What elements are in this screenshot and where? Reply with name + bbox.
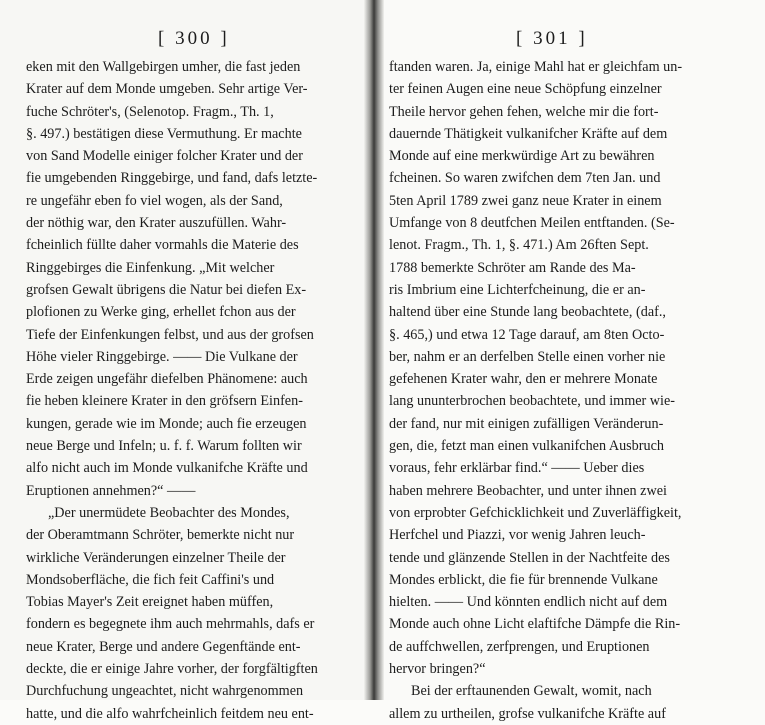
text-line: fie umgebenden Ringgebirge, und fand, dafs letzte- [26,170,318,187]
text-line: plofionen zu Werke ging, erhellet fchon aus der [26,304,296,321]
text-line: 5ten April 1789 zwei ganz neue Krater in einem [389,192,662,209]
text-line: haben mehrere Beobachter, und unter ihnen zwei [389,482,667,499]
text-line: §. 465,) und etwa 12 Tage darauf, am 8ten Octo- [389,326,665,343]
text-line: Tobias Mayer's Zeit ereignet haben müffen, [26,594,274,611]
page-number: [ 301 ] [516,28,588,49]
text-line: Monde auf eine merkwürdige Art zu bewähren [389,148,655,165]
text-line: von erprobter Gefchicklichkeit und Zuverläffigkeit, [389,504,682,521]
text-line: voraus, fehr erklärbar find.“ —— Ueber dies [389,460,645,477]
text-line: Höhe vieler Ringgebirge. —— Die Vulkane der [26,348,298,365]
text-line: fuche Schröter's, (Selenotop. Fragm., Th. 1, [26,103,274,120]
text-line: Mondes erblickt, die fie für brennende Vulkane [389,571,658,588]
text-line: hervor bringen?“ [389,661,486,678]
text-line: von Sand Modelle einiger folcher Krater und der [26,148,303,165]
text-line: de auffchwellen, zerfprengen, und Eruptionen [389,638,650,655]
text-line: Bei der erftaunenden Gewalt, womit, nach [411,683,652,700]
text-block [26,56,360,725]
text-line: neue Krater, Berge und andere Gegenftände ent- [26,638,301,655]
text-line: fcheinlich füllte daher vormahls die Materie des [26,237,299,254]
text-line: neue Berge und Infeln; u. f. f. Warum follten wir [26,438,302,455]
page-number: [ 300 ] [158,28,230,49]
text-line: hatte, und die alfo wahrfcheinlich feitdem neu ent- [26,705,314,722]
right-page [384,0,765,722]
text-line: kungen, gerade wie im Monde; auch fie erzeugen [26,415,307,432]
text-line: Erde zeigen ungefähr diefelben Phänomene: auch [26,371,308,388]
text-line: Umfange von 8 deutfchen Meilen entftanden. (Se- [389,215,675,232]
text-line: fie heben kleinere Krater in den gröfsern Einfen- [26,393,303,410]
text-line: „Der unermüdete Beobachter des Mondes, [48,504,290,521]
text-line: der Oberamtmann Schröter, bemerkte nicht nur [26,527,295,544]
text-line: re ungefähr eben fo viel wogen, als der Sand, [26,192,283,209]
text-line: ris Imbrium eine Lichterfcheinung, die er an- [389,281,646,298]
book-gutter [364,0,384,700]
text-line: grofsen Gewalt übrigens die Natur bei diefen Ex- [26,281,307,298]
text-line: Eruptionen annehmen?“ —— [26,482,196,499]
text-line: wirkliche Veränderungen einzelner Theile der [26,549,286,566]
text-line: alfo nicht auch im Monde vulkanifche Kräfte und [26,460,308,477]
text-line: ber, nahm er an derfelben Stelle einen vorher nie [389,348,666,365]
text-line: §. 497.) bestätigen diese Vermuthung. Er machte [26,125,302,142]
text-line: 1788 bemerkte Schröter am Rande des Ma- [389,259,636,276]
text-line: deckte, die er einige Jahre vorher, der forgfältigften [26,661,318,678]
text-line: gefehenen Krater wahr, den er mehrere Monate [389,371,658,388]
text-line: Monde auch ohne Licht elaftifche Dämpfe die Rin- [389,616,681,633]
text-line: dauernde Thätigkeit vulkanifcher Kräfte auf dem [389,125,668,142]
text-line: lang ununterbrochen beobachtete, und immer wie- [389,393,676,410]
text-line: Theile hervor gehen fehen, welche mir die fort- [389,103,659,120]
text-line: haltend über eine Stunde lang beobachtete, (daf., [389,304,666,321]
text-line: Herfchel und Piazzi, vor wenig Jahren leuch- [389,527,646,544]
text-line: ftanden waren. Ja, einige Mahl hat er gleichfam un- [389,59,683,75]
left-page [0,0,372,722]
text-line: tende und glänzende Stellen in der Nachtfeite des [389,549,670,566]
text-line: der nöthig war, den Krater auszufüllen. Wahr- [26,215,287,232]
text-line: lenot. Fragm., Th. 1, §. 471.) Am 26ften Sept. [389,237,649,254]
text-line: ter feinen Augen eine neue Schöpfung einzelner [389,81,662,98]
text-line: der fand, nur mit einigen zufälligen Veränderun- [389,415,664,432]
text-line: Mondsoberfläche, die fich feit Caffini's und [26,571,275,588]
text-line: eken mit den Wallgebirgen umher, die fast jeden [26,59,301,75]
text-line: Durchfuchung ungeachtet, nicht wahrgenommen [26,683,304,700]
text-line: Tiefe der Einfenkungen felbst, und aus der grofsen [26,326,314,343]
text-line: allem zu urtheilen, grofse vulkanifche Kräfte auf [389,705,666,722]
text-line: fcheinen. So waren zwifchen dem 7ten Jan. und [389,170,661,187]
text-block [389,56,757,725]
text-line: gen, die, fetzt man einen vulkanifchen Ausbruch [389,438,664,455]
text-line: Ringgebirges die Einfenkung. „Mit welcher [26,259,275,276]
text-line: hielten. —— Und könnten endlich nicht auf dem [389,594,668,611]
text-line: Krater auf dem Monde umgeben. Sehr artige Ver- [26,81,308,98]
text-line: fondern es begegnete ihm auch mehrmahls, dafs er [26,616,315,633]
